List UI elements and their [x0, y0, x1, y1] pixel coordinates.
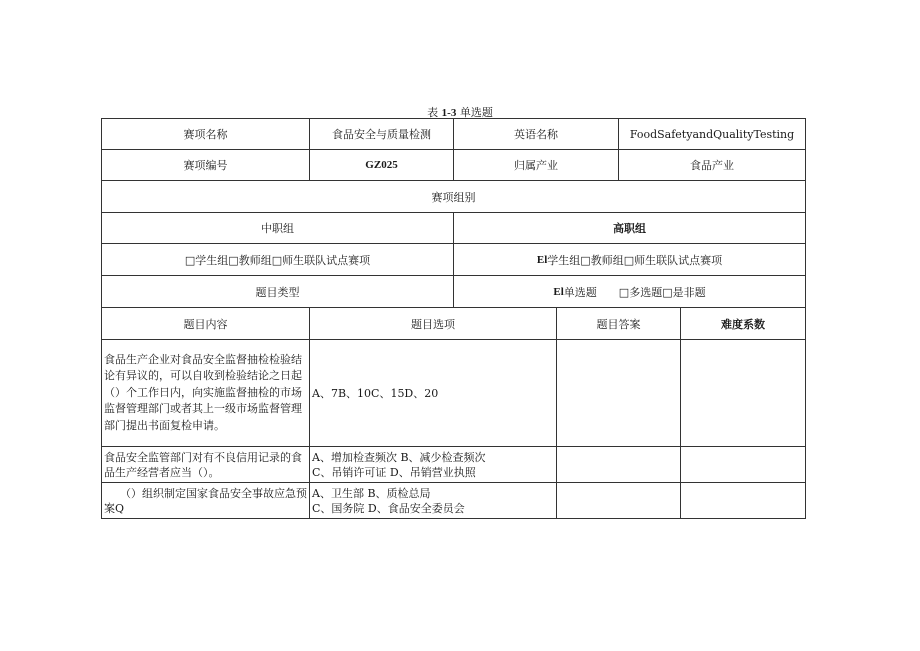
- label-question-type: 题目类型: [101, 275, 454, 308]
- label-competition-group: 赛项组别: [101, 180, 806, 213]
- checked-mark: El: [536, 253, 548, 266]
- participant-options-text: 学生组□教师组□师生联队试点赛项: [547, 253, 723, 267]
- group-higher-vocational: 高职组: [453, 212, 806, 244]
- question-type-options: [453, 275, 806, 308]
- option-line: C、国务院 D、食品安全委员会: [312, 501, 465, 515]
- table-row: [101, 339, 806, 447]
- caption-suffix: 单选题: [459, 106, 493, 119]
- row-competition-code: [101, 149, 806, 181]
- label-competition-name: 赛项名称: [101, 118, 310, 150]
- header-difficulty: 难度系数: [680, 307, 806, 340]
- question-answer: [556, 482, 681, 519]
- group-secondary-vocational: 中职组: [101, 212, 454, 244]
- question-difficulty: [680, 339, 806, 447]
- header-question-options: 题目选项: [309, 307, 557, 340]
- question-answer: [556, 446, 681, 483]
- row-participant-types: [101, 243, 806, 276]
- table-row: [101, 446, 806, 483]
- label-industry: 归属产业: [453, 149, 619, 181]
- question-answer: [556, 339, 681, 447]
- value-english-name: FoodSafetyandQualityTesting: [618, 118, 806, 150]
- question-content: （）组织制定国家食品安全事故应急预案Q: [101, 482, 310, 519]
- option-line: A、增加检查频次 B、减少检查频次: [312, 450, 486, 464]
- header-question-content: 题目内容: [101, 307, 310, 340]
- label-english-name: 英语名称: [453, 118, 619, 150]
- table-row: [101, 482, 806, 519]
- row-competition-name: [101, 118, 806, 150]
- row-question-type: [101, 275, 806, 308]
- question-options: [309, 446, 557, 483]
- question-difficulty: [680, 446, 806, 483]
- header-answer: 题目答案: [556, 307, 681, 340]
- question-table-header: [101, 307, 806, 340]
- question-difficulty: [680, 482, 806, 519]
- option-line: A、卫生部 B、质检总局: [312, 486, 431, 500]
- participant-options-higher: [453, 243, 806, 276]
- row-group-levels: [101, 212, 806, 244]
- value-industry: 食品产业: [618, 149, 806, 181]
- caption-prefix: 表: [427, 106, 439, 119]
- question-content: 食品生产企业对食品安全监督抽检检验结论有异议的，可以自收到检验结论之日起（）个工作日内，向实施监督抽检的市场监督管理部门或者其上一级市场监督管理部门提出书面复检申请。: [101, 339, 310, 447]
- option-line: C、吊销许可证 D、吊销营业执照: [312, 465, 476, 479]
- question-content: 食品安全监管部门对有不良信用记录的食品生产经营者应当（）。: [101, 446, 310, 483]
- caption-number: 1-3: [441, 107, 457, 119]
- value-competition-code: GZ025: [309, 149, 454, 181]
- row-group-header: [101, 180, 806, 213]
- label-competition-code: 赛项编号: [101, 149, 310, 181]
- participant-options-secondary: □学生组□教师组□师生联队试点赛项: [101, 243, 454, 276]
- checked-mark: El: [553, 285, 564, 298]
- question-type-text: 单选题 □多选题□是非题: [563, 285, 706, 299]
- question-options: A、7B、10C、15D、20: [309, 339, 557, 447]
- value-competition-name: 食品安全与质量检测: [309, 118, 454, 150]
- question-options: [309, 482, 557, 519]
